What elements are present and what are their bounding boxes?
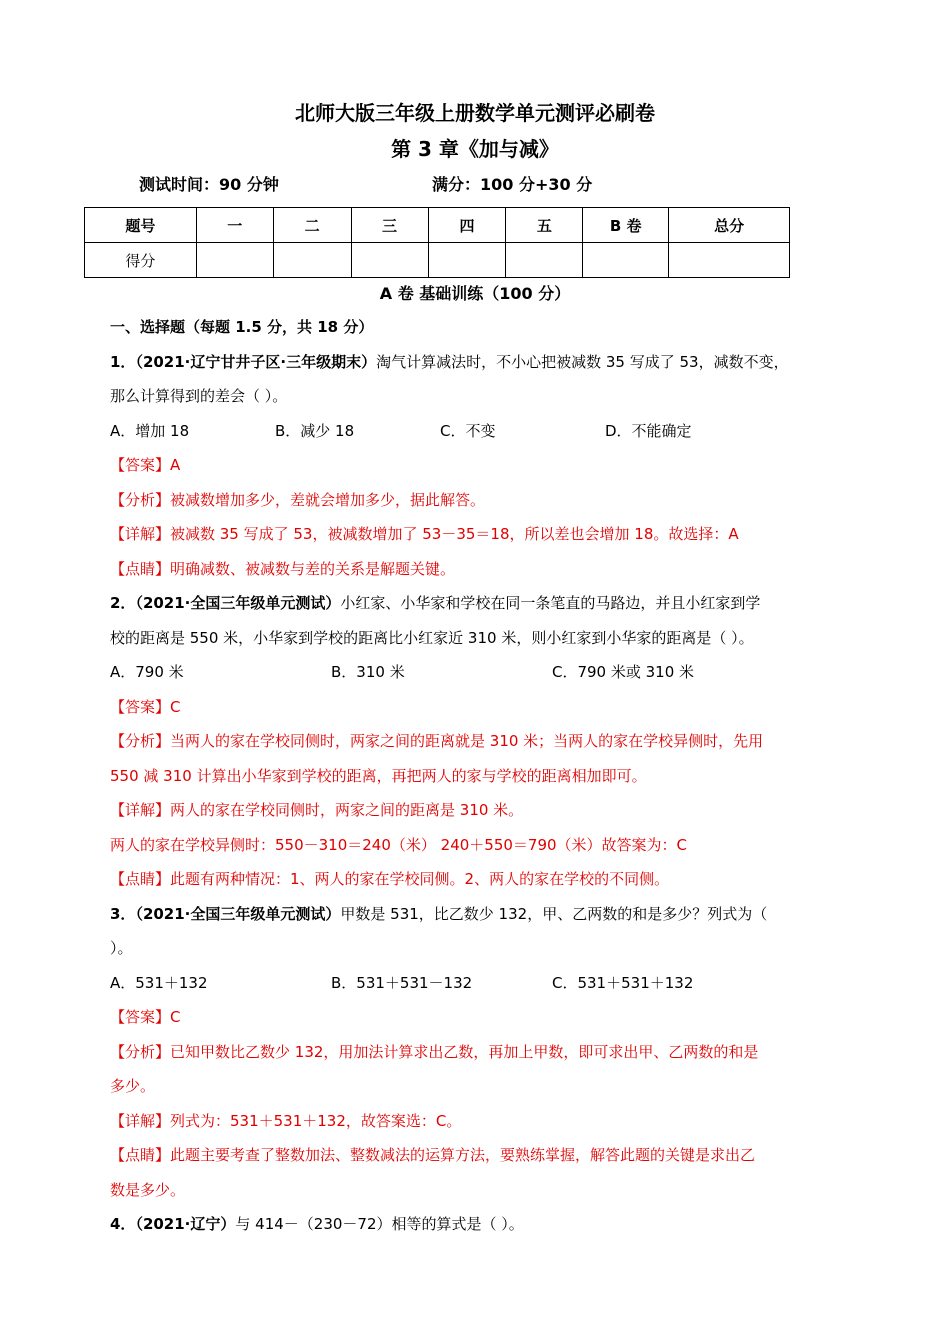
- table-header-cell: B 卷: [583, 208, 669, 243]
- table-header-cell: 二: [273, 208, 351, 243]
- section-a-title: A 卷 基础训练（100 分）: [379, 284, 571, 303]
- table-header-cell: 五: [506, 208, 583, 243]
- question-source: （2021·辽宁甘井子区·三年级期末）: [135, 352, 377, 371]
- option: C．790 米或 310 米: [552, 663, 695, 681]
- question-text: 与 414－（230－72）相等的算式是（ ）。: [235, 1215, 524, 1233]
- question-source: （2021·全国三年级单元测试）: [135, 904, 341, 923]
- option: B．减少 18: [275, 421, 355, 440]
- question-text: 校的距离是 550 米，小华家到学校的距离比小红家近 310 米，则小红家到小华家的距离是（ ）。: [110, 628, 754, 647]
- question-number: 1．: [110, 352, 136, 371]
- table-row-label: 得分: [85, 243, 197, 278]
- question-text: 甲数是 531，比乙数少 132，甲、乙两数的和是多少？列式为（: [340, 904, 768, 923]
- question-text: 那么计算得到的差会（ ）。: [110, 387, 288, 405]
- score-cell: [583, 243, 669, 278]
- chapter-title: 第 3 章《加与减》: [391, 137, 559, 161]
- option: A．增加 18: [110, 421, 190, 440]
- question-stem: [110, 1207, 840, 1242]
- score-cell: [506, 243, 583, 278]
- option: C．不变: [440, 421, 496, 440]
- answer: 【答案】C: [110, 697, 181, 716]
- option: B．310 米: [331, 663, 405, 681]
- analysis: 550 减 310 计算出小华家到学校的距离，再把两人的家与学校的距离相加即可。: [110, 766, 647, 785]
- score-cell: [196, 243, 273, 278]
- table-header-cell: 三: [351, 208, 428, 243]
- question-source: （2021·全国三年级单元测试）: [135, 594, 341, 612]
- detail: 【详解】被减数 35 写成了 53，被减数增加了 53－35＝18，所以差也会增加 18。故选择：A: [110, 525, 739, 543]
- score-table-score-row: [85, 243, 790, 278]
- question-number: 3．: [110, 904, 136, 923]
- part-title: 一、选择题（每题 1.5 分，共 18 分）: [110, 318, 374, 336]
- analysis: 【分析】当两人的家在学校同侧时，两家之间的距离就是 310 米；当两人的家在学校异侧时，先用: [110, 732, 764, 750]
- question-text: ）。: [110, 939, 133, 957]
- option: A．790 米: [110, 663, 184, 681]
- detail: 【详解】两人的家在学校同侧时，两家之间的距离是 310 米。: [110, 801, 524, 819]
- option: A．531＋132: [110, 973, 208, 992]
- document-title: 北师大版三年级上册数学单元测评必刷卷: [295, 101, 655, 125]
- score-cell: [428, 243, 506, 278]
- score-table-header-row: [85, 208, 790, 243]
- score-cell: [351, 243, 428, 278]
- test-time: 测试时间：90 分钟: [139, 175, 279, 194]
- answer: 【答案】C: [110, 1008, 181, 1026]
- question-stem: [110, 345, 840, 380]
- answer: 【答案】A: [110, 456, 181, 474]
- detail: 两人的家在学校异侧时：550－310＝240（米） 240＋550＝790（米）故答案为：C: [110, 835, 688, 854]
- options: [110, 966, 840, 1001]
- question-text: 小红家、小华家和学校在同一条笔直的马路边，并且小红家到学: [340, 594, 761, 612]
- analysis: 【分析】被减数增加多少，差就会增加多少，据此解答。: [110, 490, 486, 509]
- score-cell: [273, 243, 351, 278]
- question-number: 2．: [110, 594, 136, 612]
- options: [110, 414, 840, 449]
- analysis: 【分析】已知甲数比乙数少 132，用加法计算求出乙数，再加上甲数，即可求出甲、乙两数的和是: [110, 1042, 759, 1061]
- option: B．531＋531－132: [331, 973, 473, 992]
- analysis: 多少。: [110, 1077, 156, 1095]
- table-header-cell: 题号: [85, 208, 197, 243]
- question-text: 淘气计算减法时，不小心把被减数 35 写成了 53，减数不变，: [376, 352, 789, 371]
- option: C．531＋531＋132: [552, 973, 694, 992]
- tip: 数是多少。: [110, 1180, 186, 1199]
- question-stem: [110, 897, 840, 932]
- question-source: （2021·辽宁）: [135, 1215, 236, 1233]
- table-header-cell: 总分: [669, 208, 790, 243]
- tip: 【点睛】此题有两种情况：1、两人的家在学校同侧。2、两人的家在学校的不同侧。: [110, 870, 670, 888]
- question-stem: [110, 586, 840, 621]
- detail: 【详解】列式为：531＋531＋132，故答案选：C。: [110, 1111, 462, 1130]
- content: [110, 310, 840, 1242]
- tip: 【点睛】明确减数、被减数与差的关系是解题关键。: [110, 559, 456, 578]
- score-cell: [669, 243, 790, 278]
- question-number: 4．: [110, 1215, 136, 1233]
- option: D．不能确定: [605, 421, 692, 440]
- table-header-cell: 四: [428, 208, 506, 243]
- tip: 【点睛】此题主要考查了整数加法、整数减法的运算方法，要熟练掌握，解答此题的关键是求出乙: [110, 1146, 756, 1164]
- options: [110, 655, 840, 690]
- full-score: 满分：100 分+30 分: [432, 175, 593, 194]
- score-table: [84, 207, 790, 278]
- table-header-cell: 一: [196, 208, 273, 243]
